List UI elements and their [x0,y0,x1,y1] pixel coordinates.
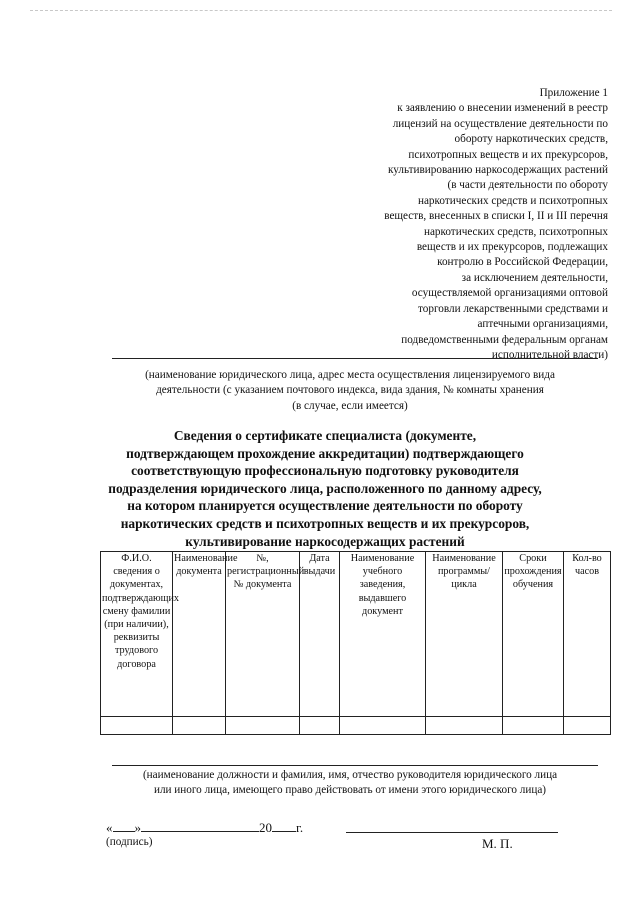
header-registration-number: №, регистрационный № документа [226,552,300,717]
signature-label: (подпись) [106,836,153,848]
title-line: подтверждающем прохождение аккредитации) подтверждающего [126,445,524,461]
header-program: Наименование программы/ цикла [426,552,503,717]
appendix-line: веществ и их прекурсоров, подлежащих [416,241,608,254]
table-cell[interactable] [564,717,611,735]
header-duration: Сроки прохождения обучения [503,552,564,717]
caption-line: (наименование юридического лица, адрес места осуществления лицензируемого вида [145,369,555,381]
header-hours: Кол-во часов [564,552,611,717]
appendix-line: лицензий на осуществление деятельности по [392,117,608,130]
table-cell[interactable] [101,717,173,735]
appendix-line: исполнительной власти) [491,348,608,361]
top-border-line [30,10,612,11]
table-cell[interactable] [340,717,426,735]
table-cell[interactable] [226,717,300,735]
appendix-line: осуществляемой организациями оптовой [411,287,608,300]
header-fio: Ф.И.О. сведения о документах, подтверждающих смену фамилии (при наличии), реквизиты трудового договора [101,552,173,717]
caption-line: или иного лица, имеющего право действовать от имени этого юридического лица) [153,784,547,797]
appendix-line: наркотических средств, психотропных [423,225,608,238]
organization-caption [100,368,600,414]
caption-line: (наименование должности и фамилия, имя, отчество руководителя юридического лица [142,769,558,781]
appendix-line: обороту наркотических средств, [454,133,608,146]
appendix-header [308,86,608,363]
appendix-line: подведомственными федеральным органам [401,333,608,346]
title-line: на котором планируется осуществление деятельности по обороту [127,498,523,514]
header-document-name: Наименование документа [173,552,226,717]
table-cell[interactable] [173,717,226,735]
caption-line: (в случае, если имеется) [292,399,408,412]
day-field[interactable] [113,818,135,832]
appendix-line: торговли лекарственными средствами и [418,302,608,315]
appendix-line: психотропных веществ и их прекурсоров, [408,148,608,161]
appendix-line: за исключением деятельности, [461,271,608,284]
title-line: наркотических средств и психотропных веществ и их прекурсоров, [120,515,530,531]
organization-fill-line[interactable] [112,358,598,359]
appendix-line: наркотических средств и психотропных [417,194,608,207]
table-cell[interactable] [426,717,503,735]
title-line: культивирование наркосодержащих растений [185,533,465,549]
signature-fill-line[interactable] [346,832,558,833]
title-line: соответствующую профессиональную подготовку руководителя [131,463,519,479]
close-quote: » [134,820,141,835]
open-quote: « [106,820,113,835]
table-cell[interactable] [300,717,340,735]
appendix-line: контролю в Российской Федерации, [437,256,608,269]
month-field[interactable] [141,818,259,832]
document-title [80,427,570,550]
appendix-line: аптечными организациями, [477,318,608,331]
year-field[interactable] [272,818,296,832]
header-institution: Наименование учебного заведения, выдавшего документ [340,552,426,717]
appendix-line: веществ, внесенных в списки I, II и III перечня [384,210,608,223]
table-row [101,717,611,735]
appendix-line: (в части деятельности по обороту [447,179,608,192]
title-line: подразделения юридического лица, расположенного по данному адресу, [108,480,542,496]
signatory-caption [100,768,600,799]
caption-line: деятельности (с указанием почтового индекса, вида здания, № комнаты хранения [156,384,544,397]
stamp-place-label: М. П. [482,836,513,851]
certificate-table [100,551,611,735]
appendix-line: к заявлению о внесении изменений в реестр [397,102,608,115]
header-issue-date: Дата выдачи [300,552,340,717]
table-header-row [101,552,611,717]
year-prefix: 20 [259,820,272,835]
table-cell[interactable] [503,717,564,735]
date-row [106,818,303,836]
signatory-fill-line[interactable] [112,765,598,766]
year-suffix: г. [296,820,304,835]
title-line: Сведения о сертификате специалиста (документе, [173,428,477,443]
appendix-line: культивированию наркосодержащих растений [387,164,608,177]
appendix-line: Приложение 1 [539,87,608,99]
